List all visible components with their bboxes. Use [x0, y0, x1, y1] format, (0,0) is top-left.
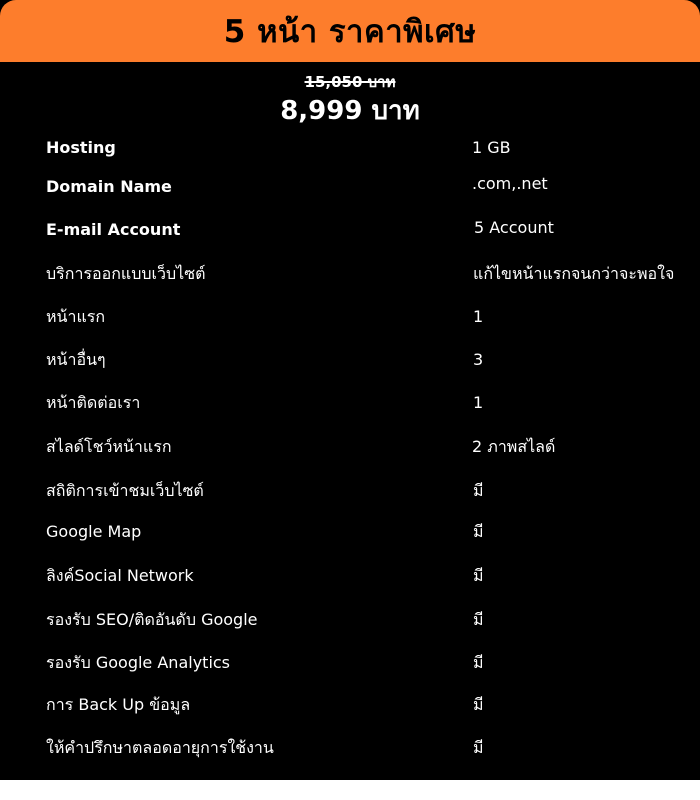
feature-label: สถิติการเข้าชมเว็บไซต์	[46, 481, 204, 500]
feature-label: หน้าอื่นๆ	[46, 350, 106, 369]
feature-value: มี	[473, 695, 484, 714]
feature-value: มี	[473, 566, 484, 585]
feature-label: สไลด์โชว์หน้าแรก	[46, 437, 172, 456]
feature-label: Hosting	[46, 138, 116, 157]
feature-value: 5 Account	[474, 218, 554, 237]
feature-value: มี	[473, 610, 484, 629]
feature-value: .com,.net	[472, 174, 548, 193]
feature-value: มี	[473, 653, 484, 672]
feature-value: 1	[473, 307, 484, 326]
feature-label: Google Map	[46, 522, 142, 541]
feature-label: Domain Name	[46, 177, 172, 196]
feature-label: ให้คำปรึกษาตลอดอายุการใช้งาน	[46, 738, 274, 757]
feature-label: หน้าแรก	[46, 307, 106, 326]
feature-label: การ Back Up ข้อมูล	[46, 695, 191, 714]
feature-row-slideshow	[0, 435, 700, 459]
feature-row-social	[0, 564, 700, 588]
feature-label: E-mail Account	[46, 220, 181, 239]
feature-row-hosting	[0, 136, 700, 160]
feature-row-statistics	[0, 479, 700, 503]
feature-value: แก้ไขหน้าแรกจนกว่าจะพอใจ	[473, 264, 675, 283]
pricing-header	[0, 0, 700, 62]
feature-value: มี	[473, 738, 484, 757]
feature-value: 1	[473, 393, 484, 412]
feature-row-domain	[0, 175, 700, 199]
feature-row-other-pages	[0, 348, 700, 372]
feature-value: 1 GB	[472, 138, 511, 157]
sale-price: 8,999 บาท	[280, 96, 420, 126]
feature-row-consulting	[0, 736, 700, 760]
feature-row-analytics	[0, 651, 700, 675]
feature-row-contact	[0, 391, 700, 415]
feature-row-home	[0, 305, 700, 329]
feature-value: มี	[473, 481, 484, 500]
feature-label: หน้าติดต่อเรา	[46, 393, 141, 412]
feature-row-design	[0, 262, 700, 286]
feature-label: ลิงค์Social Network	[46, 566, 194, 585]
feature-row-backup	[0, 693, 700, 717]
feature-value: 2 ภาพสไลด์	[472, 437, 556, 456]
original-price: 15,050 บาท	[304, 73, 396, 91]
feature-row-email	[0, 218, 700, 242]
plan-title: 5 หน้า ราคาพิเศษ	[223, 14, 477, 50]
feature-label: รองรับ Google Analytics	[46, 653, 231, 672]
feature-label: บริการออกแบบเว็บไซต์	[46, 264, 206, 283]
feature-row-seo	[0, 608, 700, 632]
feature-value: 3	[473, 350, 484, 369]
feature-value: มี	[473, 522, 484, 541]
feature-label: รองรับ SEO/ติดอันดับ Google	[46, 610, 258, 629]
feature-row-google-map	[0, 520, 700, 544]
